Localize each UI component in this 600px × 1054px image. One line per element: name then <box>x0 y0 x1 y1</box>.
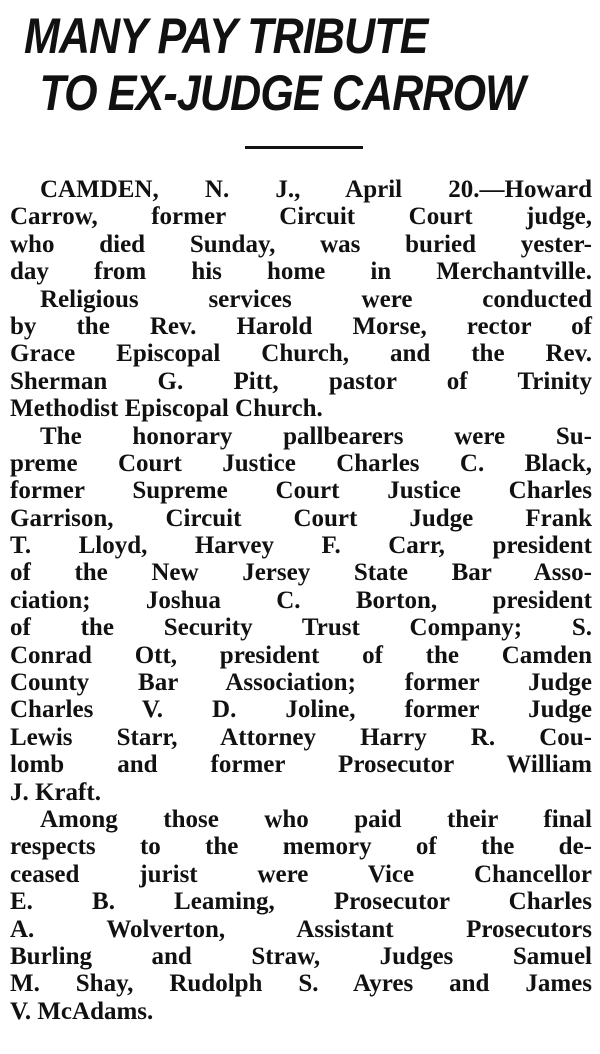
paragraph-line: CAMDEN, N. J., April 20.—Howard <box>40 176 592 203</box>
headline-line-2: TO EX-JUDGE CARROW <box>39 65 525 121</box>
paragraph-line: who died Sunday, was buried yester- <box>10 230 592 258</box>
paragraph-line: of the New Jersey State Bar Asso- <box>10 559 592 587</box>
paragraph-3 <box>10 423 592 806</box>
paragraph-line: Methodist Episcopal Church. <box>10 395 323 423</box>
paragraph-line: County Bar Association; former Judge <box>10 669 592 697</box>
paragraph-line: ciation; Joshua C. Borton, president <box>10 586 592 614</box>
paragraph-line: Garrison, Circuit Court Judge Frank <box>10 504 592 532</box>
paragraph-line: Among those who paid their final <box>40 805 592 833</box>
paragraph-line: Sherman G. Pitt, pastor of Trinity <box>10 367 592 395</box>
paragraph-line: M. Shay, Rudolph S. Ayres and James <box>10 970 592 998</box>
paragraph-line: lomb and former Prosecutor William <box>10 751 592 779</box>
paragraph-line: Burling and Straw, Judges Samuel <box>10 942 592 970</box>
paragraph-line: E. B. Leaming, Prosecutor Charles <box>10 888 592 916</box>
paragraph-line: V. McAdams. <box>10 997 154 1025</box>
paragraph-line: respects to the memory of the de- <box>10 833 592 861</box>
paragraph-line: A. Wolverton, Assistant Prosecutors <box>10 915 592 943</box>
paragraph-line: Religious services were conducted <box>40 285 592 313</box>
paragraph-line: J. Kraft. <box>10 778 101 806</box>
paragraph-line: The honorary pallbearers were Su- <box>40 422 592 450</box>
paragraph-line: by the Rev. Harold Morse, rector of <box>10 312 592 340</box>
paragraph-2 <box>10 286 592 423</box>
paragraph-line: Conrad Ott, president of the Camden <box>10 641 592 669</box>
paragraph-line: day from his home in Merchantville. <box>10 258 592 286</box>
paragraph-4 <box>10 806 592 1025</box>
paragraph-line: preme Court Justice Charles C. Black, <box>10 449 592 477</box>
paragraph-line: of the Security Trust Company; S. <box>10 614 592 642</box>
paragraph-line: Grace Episcopal Church, and the Rev. <box>10 340 592 368</box>
paragraph-line: T. Lloyd, Harvey F. Carr, president <box>10 532 592 560</box>
paragraph-1 <box>10 176 592 286</box>
paragraph-line: Carrow, former Circuit Court judge, <box>10 203 592 231</box>
paragraph-line: former Supreme Court Justice Charles <box>10 477 592 505</box>
paragraph-line: Charles V. D. Joline, former Judge <box>10 696 592 724</box>
paragraph-line: Lewis Starr, Attorney Harry R. Cou- <box>10 723 592 751</box>
headline <box>24 8 525 122</box>
headline-line-1: MANY PAY TRIBUTE <box>24 8 428 64</box>
paragraph-line: ceased jurist were Vice Chancellor <box>10 860 592 888</box>
article-body <box>10 176 592 1025</box>
headline-divider-rule <box>245 146 363 149</box>
